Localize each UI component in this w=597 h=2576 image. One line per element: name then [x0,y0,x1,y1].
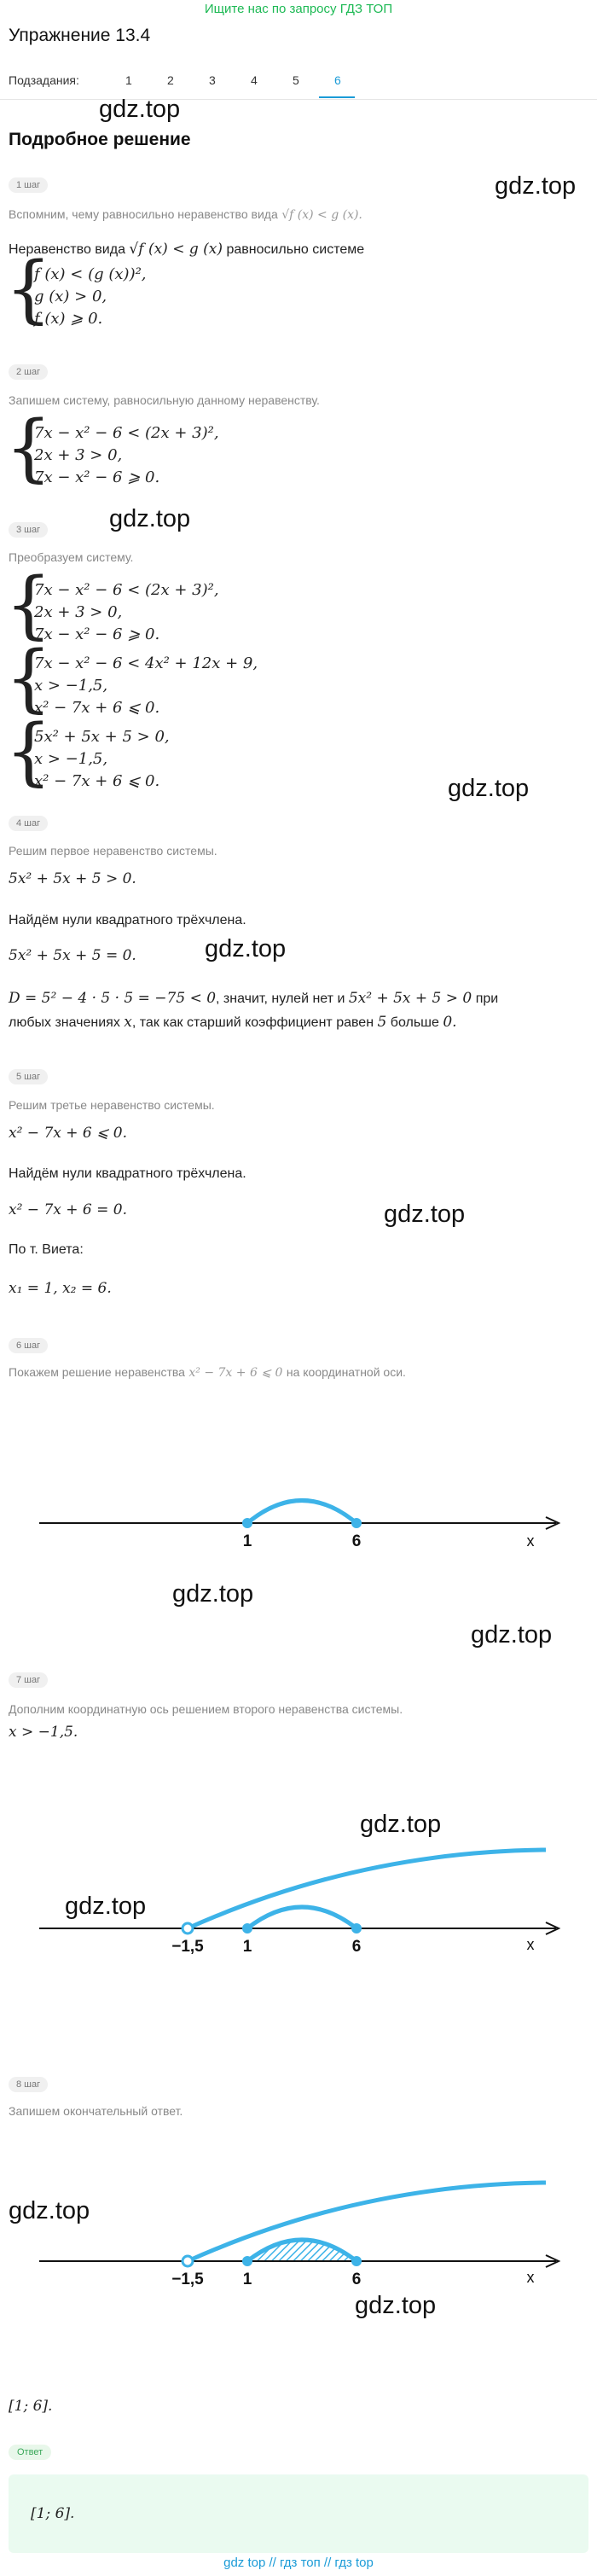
system-brace: { [5,636,52,721]
solution-title: Подробное решение [9,130,191,149]
tick-label-1: 1 [242,1938,252,1956]
axis-label-x: x [526,1936,535,1953]
step4-conclusion-line [9,1014,457,1031]
answer-label: Ответ [9,2445,51,2460]
step4-hint: Решим первое неравенство системы. [9,844,217,858]
answer-box [9,2474,588,2553]
step-badge-7: 7 шаг [9,1672,48,1688]
tick-label-1: 1 [242,2271,252,2288]
step-badge-8: 8 шаг [9,2077,48,2092]
system-brace: { [5,562,52,648]
system-line: 5x² + 5x + 5 > 0, [34,728,170,746]
system-line: f (x) ⩾ 0. [34,310,103,328]
axis-label-x: x [526,2269,535,2286]
step1-hint [9,207,362,223]
subtask-tab-2[interactable]: 2 [167,73,174,87]
step-badge-3: 3 шаг [9,522,48,538]
step5-equation: x² − 7x + 6 = 0. [9,1201,127,1218]
system-line: 2x + 3 > 0, [34,603,123,621]
point-6 [351,2256,362,2266]
step4-five: 5 [377,1014,387,1031]
step4-equation: 5x² + 5x + 5 = 0. [9,947,136,964]
step4-var: x [124,1014,132,1031]
promo-link[interactable]: Ищите нас по запросу ГДЗ ТОП [204,2,393,16]
answer-value: [1; 6]. [31,2505,75,2522]
step4-inequality: 5x² + 5x + 5 > 0. [9,870,136,887]
step6-hint-a: Покажем решение неравенства [9,1365,185,1379]
watermark: gdz.top [360,1811,442,1838]
system-line: 7x − x² − 6 < (2x + 3)², [34,581,219,599]
tick-label-6: 6 [351,1532,362,1550]
step1-hint-text: Вспомним, чему равносильно неравенство вида [9,207,278,221]
step3-hint: Преобразуем систему. [9,550,134,564]
step1-text-formula: √f (x) < g (x) [129,241,223,258]
step4-zero: 0. [443,1014,457,1031]
active-tab-indicator [319,96,355,98]
watermark: gdz.top [9,2197,90,2224]
system-brace: { [5,247,52,332]
tick-label-6: 6 [351,1938,362,1956]
step5-inequality: x² − 7x + 6 ⩽ 0. [9,1125,127,1142]
step4-text-a: , значит, нулей нет и [216,991,345,1006]
watermark: gdz.top [495,172,577,200]
tick-label-6: 6 [351,2271,362,2288]
number-line-1 [0,1485,597,1553]
tick-label-minus-1-5: −1,5 [171,1938,204,1956]
step4-inequality-2: 5x² + 5x + 5 > 0 [348,990,472,1007]
watermark: gdz.top [205,935,287,962]
system-brace: { [5,405,52,491]
step4-text-c: любых значениях [9,1015,120,1030]
system-line: x² − 7x + 6 ⩽ 0. [34,699,160,717]
step5-hint: Решим третье неравенство системы. [9,1098,215,1112]
system-line: 7x − x² − 6 < 4x² + 12x + 9, [34,654,258,672]
watermark: gdz.top [384,1201,466,1228]
subtask-tab-1[interactable]: 1 [125,73,132,87]
step1-hint-formula: √f (x) < g (x). [281,208,362,222]
subtask-tab-5[interactable]: 5 [293,73,299,87]
watermark: gdz.top [99,96,181,123]
number-line-final [0,2184,597,2288]
subtasks-label: Подзадания: [9,73,79,87]
tick-label-1: 1 [242,1532,252,1550]
watermark: gdz.top [172,1580,254,1608]
step-badge-6: 6 шаг [9,1338,48,1353]
point-1 [242,1518,252,1528]
point-1 [242,2256,252,2266]
system-line: 7x − x² − 6 ⩾ 0. [34,625,160,643]
axis-label-x: x [526,1532,535,1550]
step5-zeros-heading: Найдём нули квадратного трёхчлена. [9,1166,246,1181]
step4-text-d: , так как старший коэффициент равен [131,1015,374,1030]
system-line: x² − 7x + 6 ⩽ 0. [34,772,160,790]
step4-zeros-heading: Найдём нули квадратного трёхчлена. [9,913,246,927]
watermark: gdz.top [65,1893,147,1920]
step4-discriminant: D = 5² − 4 · 5 · 5 = −75 < 0 [9,990,217,1007]
step6-hint-c: на координатной оси. [286,1365,406,1379]
step2-hint: Запишем систему, равносильную данному неравенству. [9,393,320,407]
system-line: g (x) > 0, [34,288,107,305]
step4-text-b: при [475,991,499,1006]
point-1 [242,1923,252,1933]
step6-hint [9,1365,406,1381]
step6-hint-formula: x² − 7x + 6 ⩽ 0 [188,1366,283,1380]
step-badge-2: 2 шаг [9,364,48,380]
point-minus-1-5 [183,2256,193,2266]
point-minus-1-5 [183,1923,193,1933]
subtask-tab-4[interactable]: 4 [251,73,258,87]
system-line: f (x) < (g (x))², [34,265,147,283]
step5-roots: x₁ = 1, x₂ = 6. [9,1280,112,1297]
subtask-tab-6[interactable]: 6 [334,73,341,87]
step8-hint: Запишем окончательный ответ. [9,2104,183,2118]
system-line: x > −1,5, [34,677,108,695]
step-badge-4: 4 шаг [9,816,48,831]
header-divider [0,99,597,100]
watermark: gdz.top [355,2292,437,2319]
step8-result: [1; 6]. [9,2398,53,2415]
step7-inequality: x > −1,5. [9,1724,78,1741]
subtask-tab-3[interactable]: 3 [209,73,216,87]
step5-vieta: По т. Виета: [9,1242,84,1257]
system-line: x > −1,5, [34,750,108,768]
watermark: gdz.top [471,1621,553,1649]
step4-discriminant-line [9,990,498,1007]
step1-text-c: равносильно системе [226,242,365,257]
step7-hint: Дополним координатную ось решением второго неравенства системы. [9,1702,403,1716]
point-6 [351,1923,362,1933]
step1-text [9,241,364,258]
exercise-title: Упражнение 13.4 [9,26,151,45]
point-6 [351,1518,362,1528]
system-line: 7x − x² − 6 < (2x + 3)², [34,424,219,442]
system-brace: { [5,709,52,794]
footer-links[interactable]: gdz top // гдз топ // гдз top [223,2556,374,2570]
tick-label-minus-1-5: −1,5 [171,2271,204,2288]
watermark: gdz.top [109,505,191,532]
system-line: 2x + 3 > 0, [34,446,123,464]
step1-text-a: Неравенство вида [9,242,125,257]
watermark: gdz.top [448,775,530,802]
step-badge-1: 1 шаг [9,177,48,193]
step4-text-e: больше [390,1015,439,1030]
step-badge-5: 5 шаг [9,1069,48,1084]
system-line: 7x − x² − 6 ⩾ 0. [34,468,160,486]
